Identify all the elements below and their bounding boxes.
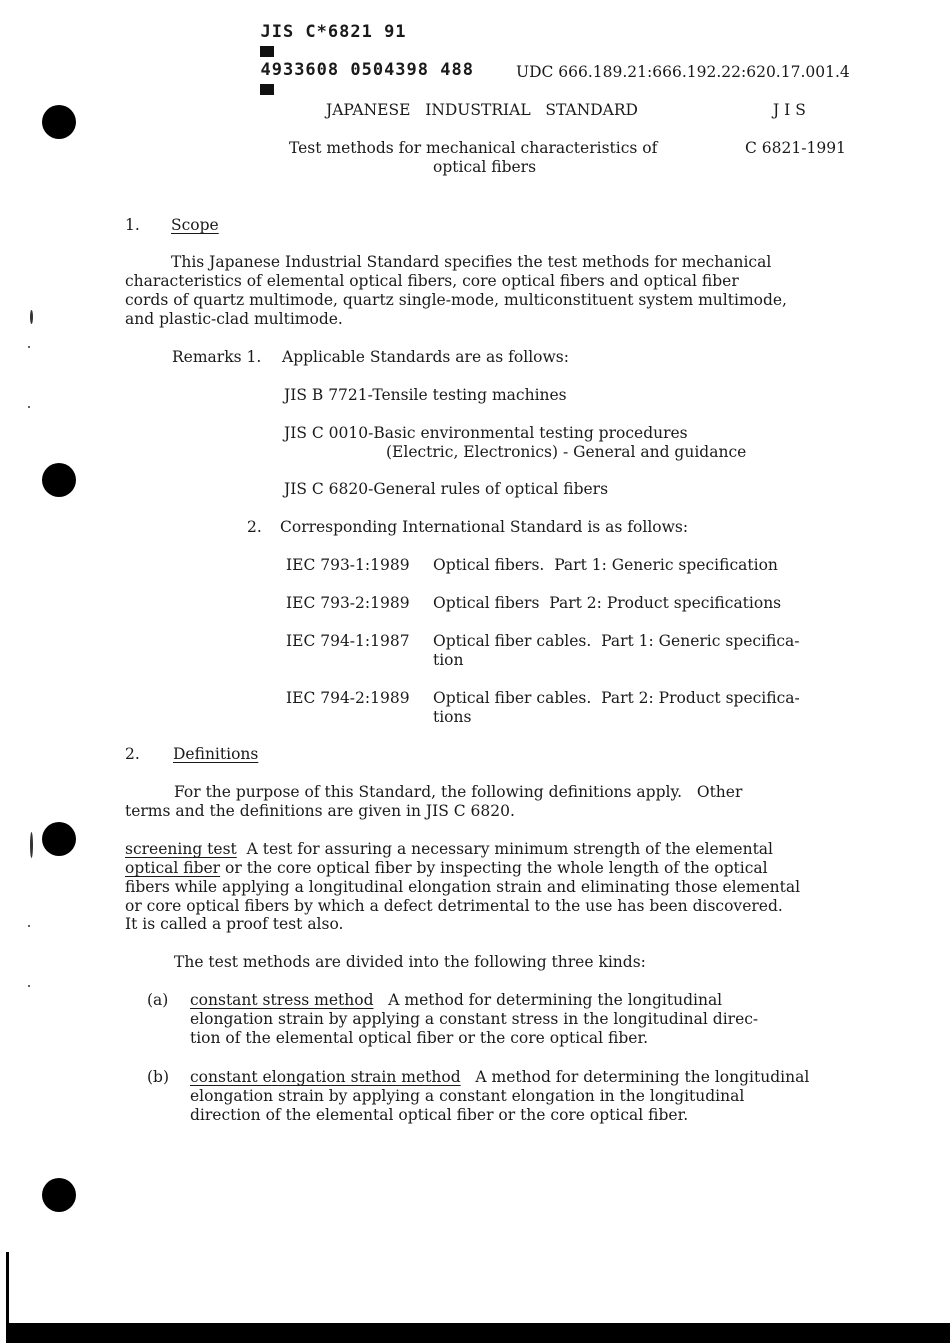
definition-line: or core optical fibers by which a defect detrimental to the use has been discovered. bbox=[125, 897, 783, 915]
section2-heading: Definitions bbox=[173, 745, 259, 763]
section1-number: 1. bbox=[125, 216, 140, 234]
definition-line bbox=[125, 840, 773, 859]
iec-code: IEC 793-2:1989 bbox=[286, 594, 410, 612]
kind-a-term: constant stress method bbox=[190, 991, 374, 1009]
kind-b-term: constant elongation strain method bbox=[190, 1068, 461, 1086]
iec-title: Optical fibers. Part 1: Generic specification bbox=[433, 556, 778, 574]
punch-hole-icon bbox=[42, 105, 76, 139]
iec-title: Optical fiber cables. Part 1: Generic specifica- bbox=[433, 632, 800, 650]
defined-term-cont: optical fiber bbox=[125, 859, 221, 877]
margin-speck bbox=[28, 406, 30, 408]
scope-paragraph-line: This Japanese Industrial Standard specifies the test methods for mechanical bbox=[171, 253, 772, 271]
kind-b-text: A method for determining the longitudinal bbox=[460, 1068, 810, 1086]
iec-title: Optical fiber cables. Part 2: Product specifica- bbox=[433, 689, 800, 707]
barcode-block-icon bbox=[260, 84, 274, 95]
document-title-line2: optical fibers bbox=[433, 158, 537, 176]
punch-hole-icon bbox=[42, 463, 76, 497]
section2-number: 2. bbox=[125, 745, 140, 763]
iec-code: IEC 793-1:1989 bbox=[286, 556, 410, 574]
remark1-text: Applicable Standards are as follows: bbox=[282, 348, 569, 366]
scan-border-bottom bbox=[6, 1323, 950, 1343]
kind-b-line: direction of the elemental optical fiber or the core optical fiber. bbox=[190, 1106, 689, 1124]
iec-title: Optical fibers Part 2: Product specifications bbox=[433, 594, 782, 612]
applicable-standard: JIS C 0010-Basic environmental testing procedures bbox=[284, 424, 688, 442]
applicable-standard: JIS C 6820-General rules of optical fibers bbox=[284, 480, 609, 498]
remark2-text: Corresponding International Standard is as follows: bbox=[280, 518, 689, 536]
applicable-standard: JIS B 7721-Tensile testing machines bbox=[284, 386, 567, 404]
definition-line: fibers while applying a longitudinal elongation strain and eliminating those elemental bbox=[125, 878, 801, 896]
kind-a-line: tion of the elemental optical fiber or the core optical fiber. bbox=[190, 1029, 649, 1047]
definition-line: It is called a proof test also. bbox=[125, 915, 344, 933]
jis-mark: J I S bbox=[773, 101, 806, 119]
defined-term: screening test bbox=[125, 840, 237, 858]
header-code-number: 4933608 0504398 488 bbox=[260, 60, 474, 80]
iec-title-cont: tion bbox=[433, 651, 464, 669]
iec-code: IEC 794-1:1987 bbox=[286, 632, 410, 650]
definition-text: or the core optical fiber by inspecting the whole length of the optical bbox=[220, 859, 768, 877]
margin-speck bbox=[28, 346, 30, 348]
kind-b-line: elongation strain by applying a constant elongation in the longitudinal bbox=[190, 1087, 745, 1105]
barcode-block-icon bbox=[260, 46, 274, 57]
margin-speck bbox=[28, 925, 30, 927]
remark2-label: 2. bbox=[247, 518, 262, 536]
kind-b-label: (b) bbox=[147, 1068, 170, 1086]
kind-a-line bbox=[190, 991, 722, 1010]
margin-speck bbox=[30, 310, 33, 324]
margin-speck bbox=[28, 985, 30, 987]
definition-line bbox=[125, 859, 768, 878]
section1-heading: Scope bbox=[171, 216, 219, 234]
kind-a-text: A method for determining the longitudinal bbox=[373, 991, 723, 1009]
kind-b-line bbox=[190, 1068, 809, 1087]
punch-hole-icon bbox=[42, 822, 76, 856]
kinds-intro: The test methods are divided into the following three kinds: bbox=[174, 953, 646, 971]
margin-speck bbox=[30, 832, 33, 858]
remarks-label: Remarks 1. bbox=[172, 348, 262, 366]
scope-paragraph-line: characteristics of elemental optical fibers, core optical fibers and optical fiber bbox=[125, 272, 739, 290]
iec-title-cont: tions bbox=[433, 708, 472, 726]
scope-paragraph-line: and plastic-clad multimode. bbox=[125, 310, 343, 328]
definitions-intro-line: terms and the definitions are given in JIS C 6820. bbox=[125, 802, 515, 820]
standard-line: JAPANESE INDUSTRIAL STANDARD bbox=[326, 101, 638, 119]
definitions-intro-line: For the purpose of this Standard, the following definitions apply. Other bbox=[174, 783, 743, 801]
header-code-prefix: JIS C*6821 91 bbox=[260, 22, 407, 42]
applicable-standard-cont: (Electric, Electronics) - General and guidance bbox=[386, 443, 747, 461]
udc-code: UDC 666.189.21:666.192.22:620.17.001.4 bbox=[516, 63, 850, 81]
standard-number: C 6821-1991 bbox=[745, 139, 846, 157]
scope-paragraph-line: cords of quartz multimode, quartz single-mode, multiconstituent system multimode, bbox=[125, 291, 787, 309]
iec-code: IEC 794-2:1989 bbox=[286, 689, 410, 707]
punch-hole-icon bbox=[42, 1178, 76, 1212]
definition-text: A test for assuring a necessary minimum strength of the elemental bbox=[236, 840, 773, 858]
document-title-line1: Test methods for mechanical characteristics of bbox=[289, 139, 658, 157]
header-code bbox=[238, 4, 474, 99]
kind-a-line: elongation strain by applying a constant stress in the longitudinal direc- bbox=[190, 1010, 759, 1028]
kind-a-label: (a) bbox=[147, 991, 169, 1009]
